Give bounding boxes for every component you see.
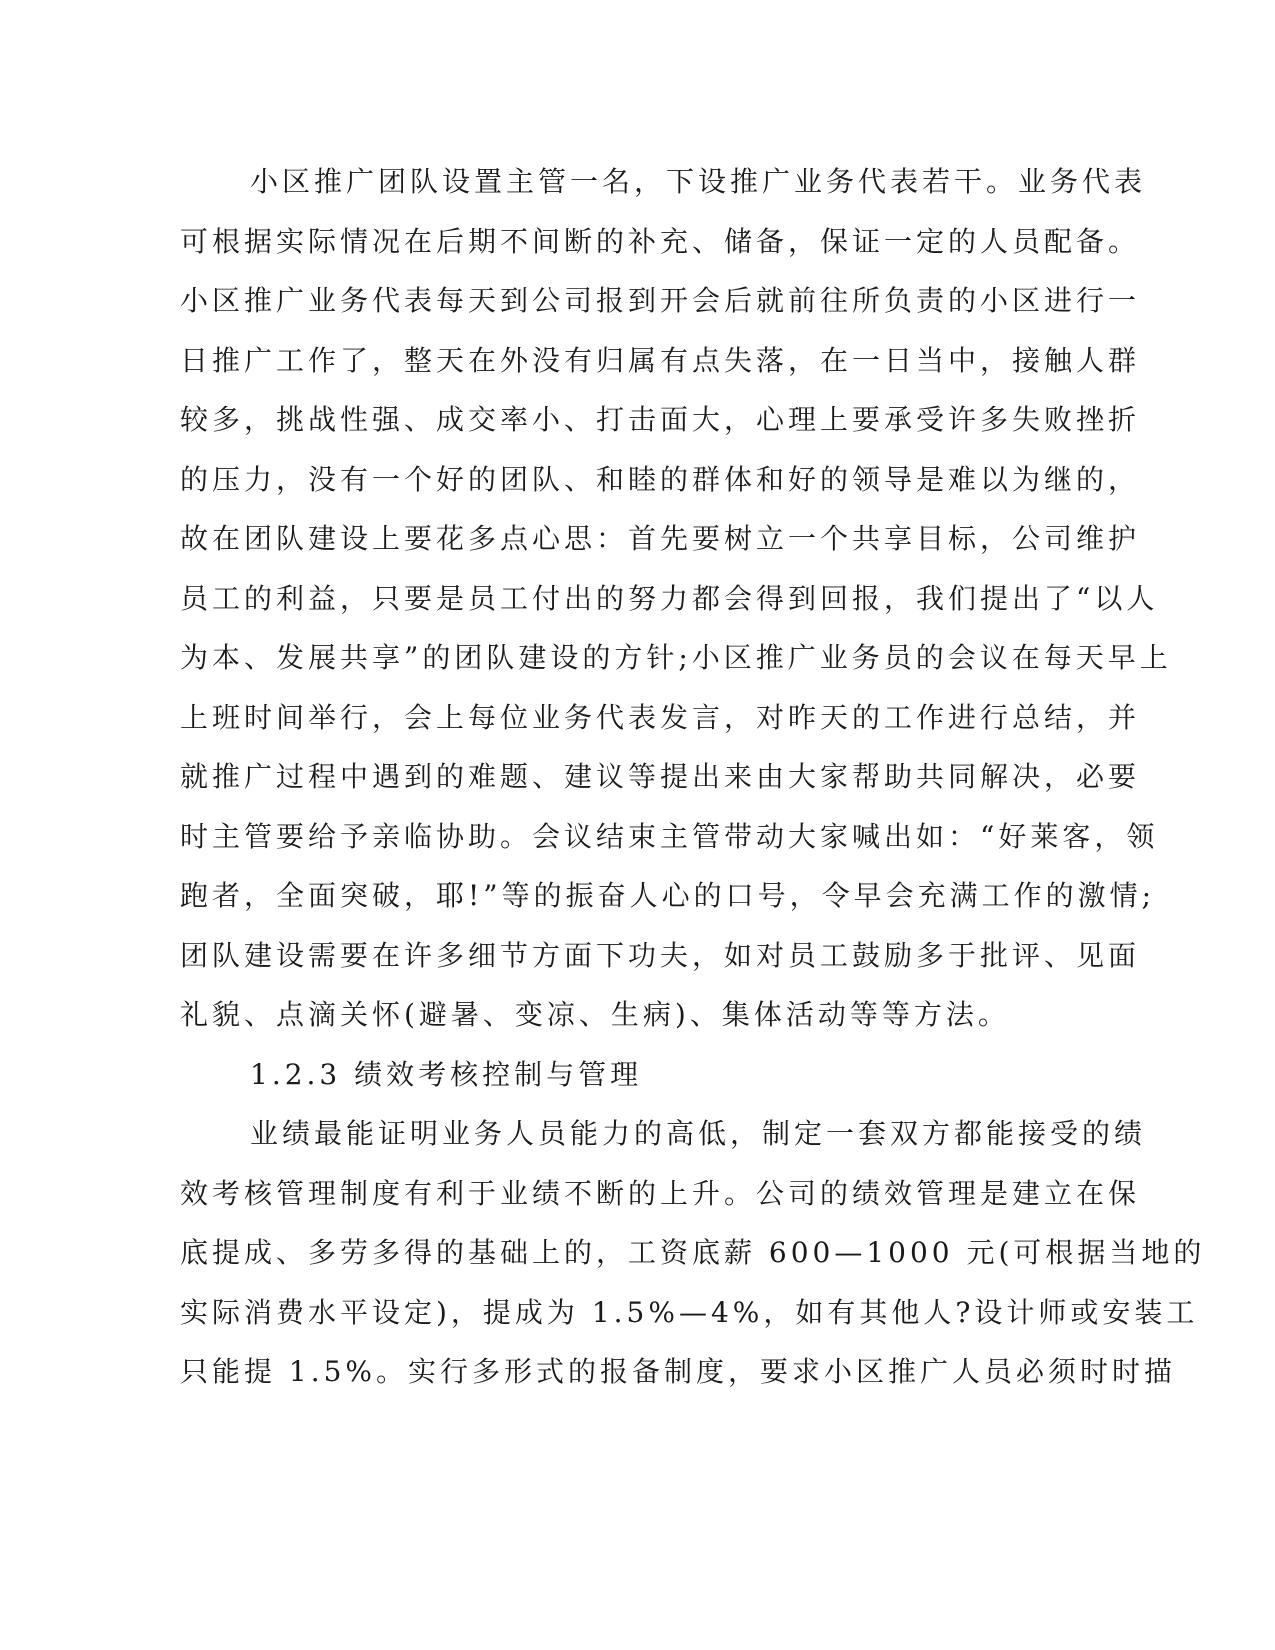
text-line: 业绩最能证明业务人员能力的高低，制定一套双方都能接受的绩 (250, 1117, 1147, 1150)
text-line: 小区推广业务代表每天到公司报到开会后就前往所负责的小区进行一 (180, 284, 1141, 317)
text-line: 较多，挑战性强、成交率小、打击面大，心理上要承受许多失败挫折 (180, 403, 1141, 436)
text-line: 小区推广团队设置主管一名，下设推广业务代表若干。业务代表 (250, 165, 1147, 198)
text-line: 跑者，全面突破，耶!”等的振奋人心的口号，令早会充满工作的激情; (180, 879, 1156, 912)
text-line: 就推广过程中遇到的难题、建议等提出来由大家帮助共同解决，必要 (180, 760, 1141, 793)
text-line: 可根据实际情况在后期不间断的补充、储备，保证一定的人员配备。 (180, 224, 1141, 258)
text-line: 上班时间举行，会上每位业务代表发言，对昨天的工作进行总结，并 (180, 700, 1141, 734)
document-page (180, 152, 1206, 1402)
section-heading: 1.2.3 绩效考核控制与管理 (250, 1057, 643, 1091)
text-line: 时主管要给予亲临协助。会议结束主管带动大家喊出如：“好莱客，领 (180, 819, 1159, 853)
text-line: 底提成、多劳多得的基础上的，工资底薪 600—1000 元(可根据当地的 (180, 1236, 1206, 1269)
text-line: 只能提 1.5%。实行多形式的报备制度，要求小区推广人员必须时时描 (180, 1355, 1177, 1388)
paragraph-performance (180, 1104, 1206, 1402)
text-line: 日推广工作了，整天在外没有归属有点失落，在一日当中，接触人群 (180, 343, 1141, 377)
text-line: 故在团队建设上要花多点心思：首先要树立一个共享目标，公司维护 (180, 522, 1141, 555)
text-line: 的压力，没有一个好的团队、和睦的群体和好的领导是难以为继的， (180, 462, 1141, 496)
text-line: 效考核管理制度有利于业绩不断的上升。公司的绩效管理是建立在保 (180, 1176, 1141, 1210)
text-line: 实际消费水平设定)，提成为 1.5%—4%，如有其他人?设计师或安装工 (180, 1295, 1199, 1329)
text-line: 员工的利益，只要是员工付出的努力都会得到回报，我们提出了“以人 (180, 581, 1159, 615)
text-line: 礼貌、点滴关怀(避暑、变凉、生病)、集体活动等等方法。 (180, 998, 1010, 1031)
text-line: 团队建设需要在许多细节方面下功夫，如对员工鼓励多于批评、见面 (180, 938, 1141, 972)
text-line: 为本、发展共享”的团队建设的方针;小区推广业务员的会议在每天早上 (180, 641, 1172, 674)
paragraph-team-building (180, 152, 1172, 1045)
